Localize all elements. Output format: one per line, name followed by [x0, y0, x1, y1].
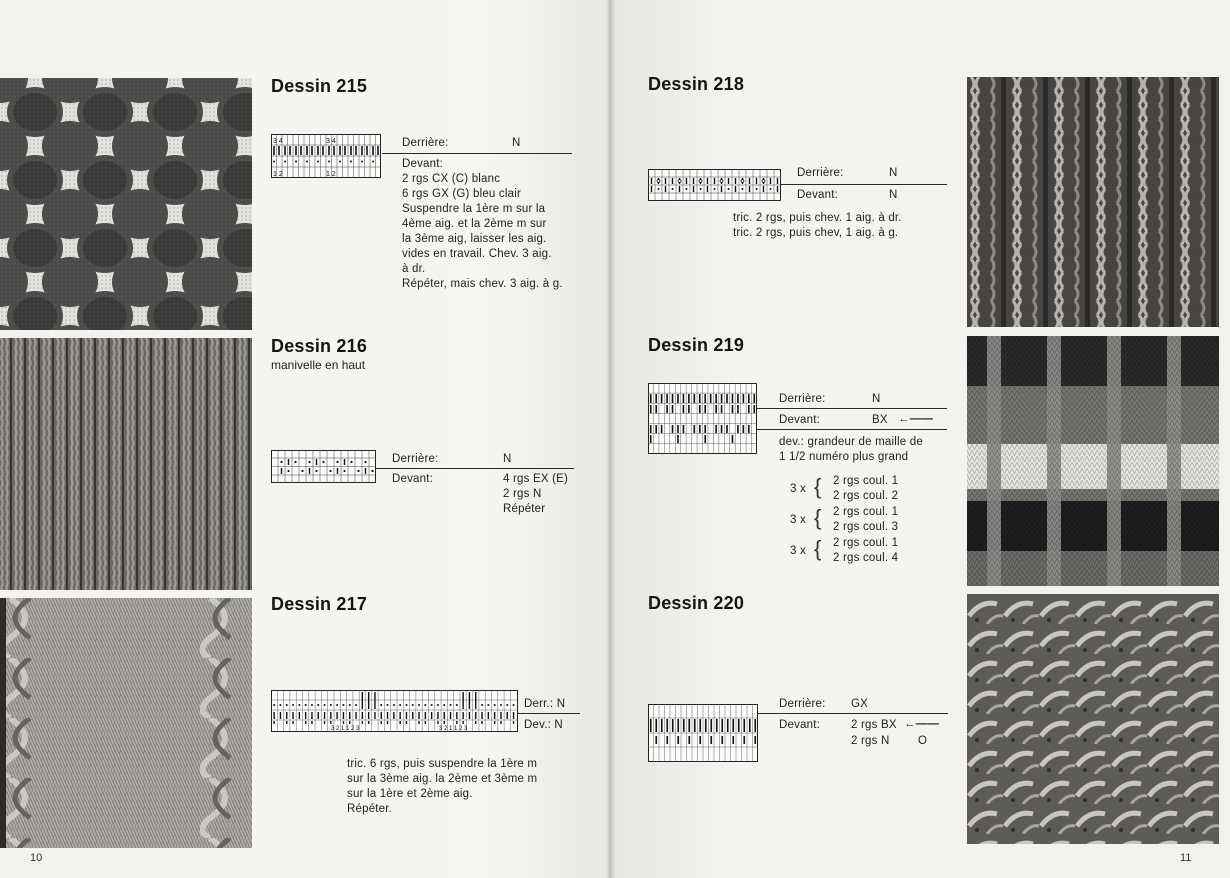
title-dessin-217: Dessin 217 [271, 594, 368, 614]
d219-notes [779, 435, 959, 465]
d217-line: sur la 1ère et 2ème aig. [347, 788, 473, 800]
d217-instructions [347, 757, 587, 817]
d219-line: dev.: grandeur de maille de [779, 436, 923, 448]
d220-arrow: ←—— [904, 718, 940, 730]
d219-back-value: N [872, 393, 881, 405]
d216-back-label: Derrière: [392, 453, 439, 465]
d216-subtitle: manivelle en haut [271, 358, 366, 372]
d219-repeat-line: 2 rgs coul. 3 [833, 521, 899, 533]
stitch-chart-217 [271, 690, 518, 732]
d217-line: sur la 3ème aig. la 2ème et 3ème m [347, 773, 538, 785]
d219-repeat-mult: 3 x [790, 514, 806, 526]
d215-line: 4ème aig. et la 2ème m sur [402, 218, 547, 230]
title-dessin-220: Dessin 220 [648, 593, 745, 613]
d215-line: 6 rgs GX (G) bleu clair [402, 188, 521, 200]
d215-line: Répéter, mais chev. 3 aig. à g. [402, 278, 563, 290]
svg-text:1 2: 1 2 [273, 171, 283, 178]
stitch-chart-218 [648, 169, 781, 201]
d219-front-label: Devant: [779, 414, 821, 426]
d215-line: vides en travail. Chev. 3 aig. [402, 248, 552, 260]
photo-knit-219-plaid [967, 336, 1219, 586]
svg-text:3 4: 3 4 [326, 138, 336, 145]
d217-divider [518, 713, 580, 714]
svg-text:3 4: 3 4 [273, 138, 283, 145]
d219-repeat-mult: 3 x [790, 545, 806, 557]
d216-back-value: N [503, 453, 512, 465]
d217-line: tric. 6 rgs, puis suspendre la 1ère m [347, 758, 538, 770]
d215-back-value: N [512, 137, 521, 149]
d215-front-label: Devant: [402, 158, 444, 170]
d215-line: Suspendre la 1ère m sur la [402, 203, 546, 215]
d215-line: la 3ème aig, laisser les aig. [402, 233, 547, 245]
d218-divider [781, 184, 947, 185]
svg-text:3 2 1 1 2 3: 3 2 1 1 2 3 [331, 726, 360, 732]
d218-front-label: Devant: [797, 189, 839, 201]
d219-divider-2 [757, 429, 947, 430]
stitch-chart-220 [648, 704, 758, 762]
d220-back-label: Derrière: [779, 698, 826, 710]
brace-icon: { [814, 505, 822, 530]
d217-line: Répéter. [347, 803, 393, 815]
d219-arrow: ←—— [898, 413, 934, 425]
d219-back-label: Derrière: [779, 393, 826, 405]
d217-front-label: Dev.: N [524, 719, 563, 731]
d218-instructions [733, 211, 953, 241]
brace-icon: { [814, 474, 822, 499]
d218-front-value: N [889, 189, 898, 201]
d218-line: tric. 2 rgs, puis chev, 1 aig. à g. [733, 227, 899, 239]
photo-knit-220-slipstitch [967, 594, 1219, 844]
stitch-chart-215 [271, 134, 381, 178]
page-number-left: 10 [30, 852, 43, 864]
photo-knit-216-ribbed [0, 338, 252, 590]
d219-repeat-mult: 3 x [790, 483, 806, 495]
d218-back-value: N [889, 167, 898, 179]
svg-text:3 2 1 1 2 3: 3 2 1 1 2 3 [439, 726, 468, 732]
d220-front-line-1: 2 rgs BX [851, 719, 897, 731]
stitch-chart-216 [271, 450, 376, 483]
d220-front-line-2: 2 rgs N [851, 735, 890, 747]
d220-front-mark: O [918, 735, 928, 747]
d218-line: tric. 2 rgs, puis chev. 1 aig. à dr. [733, 212, 902, 224]
d219-front-value: BX [872, 414, 888, 426]
d220-front-label: Devant: [779, 719, 821, 731]
d219-repeat-line: 2 rgs coul. 2 [833, 490, 899, 502]
d215-line: 2 rgs CX (C) blanc [402, 173, 501, 185]
d219-repeat-line: 2 rgs coul. 1 [833, 506, 899, 518]
d219-repeat-line: 2 rgs coul. 1 [833, 537, 899, 549]
d219-repeat-line: 2 rgs coul. 1 [833, 475, 899, 487]
d216-divider [376, 468, 574, 469]
d216-front-line: 4 rgs EX (E) [503, 473, 569, 485]
d216-front-values [503, 472, 568, 517]
title-dessin-216: Dessin 216 [271, 336, 368, 356]
page-number-right: 11 [1180, 852, 1192, 864]
d216-front-line: 2 rgs N [503, 488, 542, 500]
brace-icon: { [814, 536, 822, 561]
d215-back-label: Derrière: [402, 137, 449, 149]
d216-front-line: Répéter [503, 503, 546, 515]
d219-line: 1 1/2 numéro plus grand [779, 451, 909, 463]
photo-knit-215-honeycomb [0, 78, 252, 330]
d220-back-value: GX [851, 698, 869, 710]
d215-line: à dr. [402, 263, 426, 275]
stitch-chart-219 [648, 383, 757, 454]
title-dessin-219: Dessin 219 [648, 335, 745, 355]
d220-divider [758, 713, 948, 714]
d217-back-label: Derr.: N [524, 698, 566, 710]
d218-back-label: Derrière: [797, 167, 844, 179]
photo-knit-217-cable [0, 598, 252, 848]
title-dessin-218: Dessin 218 [648, 74, 745, 94]
svg-text:1 2: 1 2 [326, 171, 336, 178]
photo-knit-218-twisted-ribs [967, 77, 1219, 327]
d219-repeat-line: 2 rgs coul. 4 [833, 552, 899, 564]
d219-divider [757, 408, 947, 409]
d215-divider [382, 153, 572, 154]
title-dessin-215: Dessin 215 [271, 76, 368, 96]
d215-instructions [402, 172, 582, 292]
d216-front-label: Devant: [392, 473, 434, 485]
